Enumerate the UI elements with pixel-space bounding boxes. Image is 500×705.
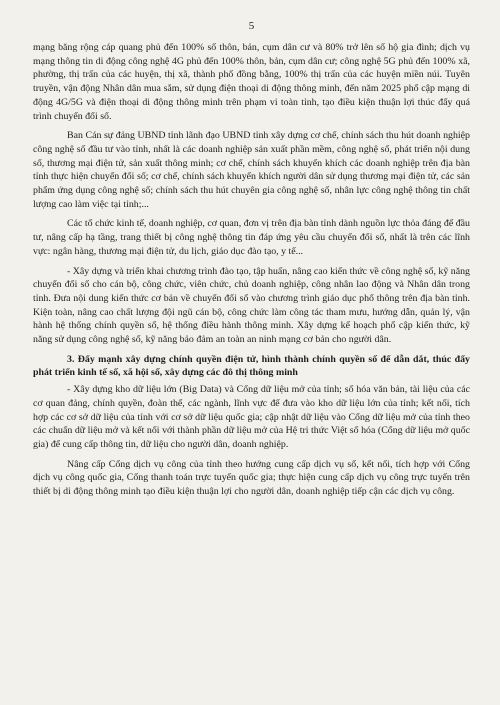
- paragraph: Ban Cán sự đảng UBND tỉnh lãnh đạo UBND tỉnh xây dựng cơ chế, chính sách thu hút doanh nghiệp công nghệ số đầu tư vào tỉnh, nhất là các doanh nghiệp sản xuất phần mềm, công nghệ số, phát triển nội dung số, thương mại điện tử, sản xuất thông minh; cơ chế, chính sách khuyến khích các doanh nghiệp trên địa bàn tỉnh thực hiện chuyển đổi số; cơ chế, chính sách khuyến khích người dân sử dụng thương mại điện tử, các sản phẩm ứng dụng công nghệ số; chính sách thu hút chuyên gia công nghệ số, nhân lực công nghệ thông tin chất lượng cao làm việc tại tỉnh;...: [33, 130, 470, 210]
- paragraph: - Xây dựng kho dữ liệu lớn (Big Data) và Cổng dữ liệu mở của tỉnh; số hóa văn bản, tài liệu của các cơ quan đảng, chính quyền, đoàn thể, các ngành, lĩnh vực để đưa vào kho dữ liệu lớn của tỉnh; kết nối, tích hợp các cơ sở dữ liệu của tỉnh với cơ sở dữ liệu quốc gia; cập nhật dữ liệu vào Cổng dữ liệu mở của tỉnh theo các chuẩn dữ liệu mở và kết nối với thành phần dữ liệu mở của Hệ tri thức Việt số hóa (Cổng dữ liệu mở quốc gia) để cung cấp thông tin, dữ liệu cho người dân, doanh nghiệp.: [33, 384, 470, 450]
- paragraph: mạng băng rộng cáp quang phủ đến 100% số thôn, bản, cụm dân cư và 80% trở lên số hộ gia đình; dịch vụ mạng thông tin di động công nghệ 4G phủ đến 100% thôn, bản, cụm dân cư; công nghệ 5G phủ đến 100% xã, phường, thị trấn của các huyện, thị xã, thành phố đồng bằng, 100% thị trấn của các huyện miền núi. Tuyên truyền, vận động Nhân dân mua sắm, sử dụng điện thoại di động thông minh, đến năm 2025 phổ cập mạng di động 4G/5G và điện thoại di động thông minh trên phạm vi toàn tỉnh, tạo điều kiện thuận lợi thúc đẩy quá trình chuyển đổi số.: [33, 42, 470, 122]
- paragraph: Nâng cấp Cổng dịch vụ công của tỉnh theo hướng cung cấp dịch vụ số, kết nối, tích hợp với Cổng dịch vụ công quốc gia, Cổng thanh toán trực tuyến quốc gia; thực hiện cung cấp dịch vụ công trực tuyến trên thiết bị di động thông minh tạo điều kiện thuận lợi cho người dân, doanh nghiệp tiếp cận các dịch vụ công.: [33, 458, 470, 498]
- page-number: 5: [248, 20, 255, 32]
- paragraph: Các tổ chức kinh tế, doanh nghiệp, cơ quan, đơn vị trên địa bàn tỉnh dành nguồn lực thỏa đáng để đầu tư, nâng cấp hạ tầng, trang thiết bị công nghệ thông tin đáp ứng yêu cầu chuyển đổi số, nhất là trên các lĩnh vực: ngân hàng, thương mại điện tử, du lịch, giáo dục đào tạo, y tế...: [33, 218, 470, 257]
- document-body: [33, 41, 470, 499]
- paragraph: - Xây dựng và triển khai chương trình đào tạo, tập huấn, nâng cao kiến thức về công nghệ số, kỹ năng chuyển đổi số cho cán bộ, công chức, viên chức, chủ doanh nghiệp, công nhân lao động và Nhân dân trong tỉnh. Đưa nội dung kiến thức cơ bản về chuyển đổi số vào chương trình giáo dục phổ thông trên địa bàn tỉnh. Kiện toàn, nâng cao chất lượng đội ngũ cán bộ, công chức làm công tác tham mưu, hướng dẫn, quản lý, vận hành hệ thống chính quyền số, hệ thống điều hành thông minh. Xây dựng kế hoạch phổ cập kiến thức, kỹ năng sử dụng công nghệ số, kỹ năng bảo đảm an toàn an ninh mạng cơ bản cho người dân.: [33, 265, 470, 346]
- section-heading: 3. Đẩy mạnh xây dựng chính quyền điện tử, hình thành chính quyền số để dẫn dắt, thúc đẩy phát triển kinh tế số, xã hội số, xây dựng các đô thị thông minh: [33, 353, 470, 379]
